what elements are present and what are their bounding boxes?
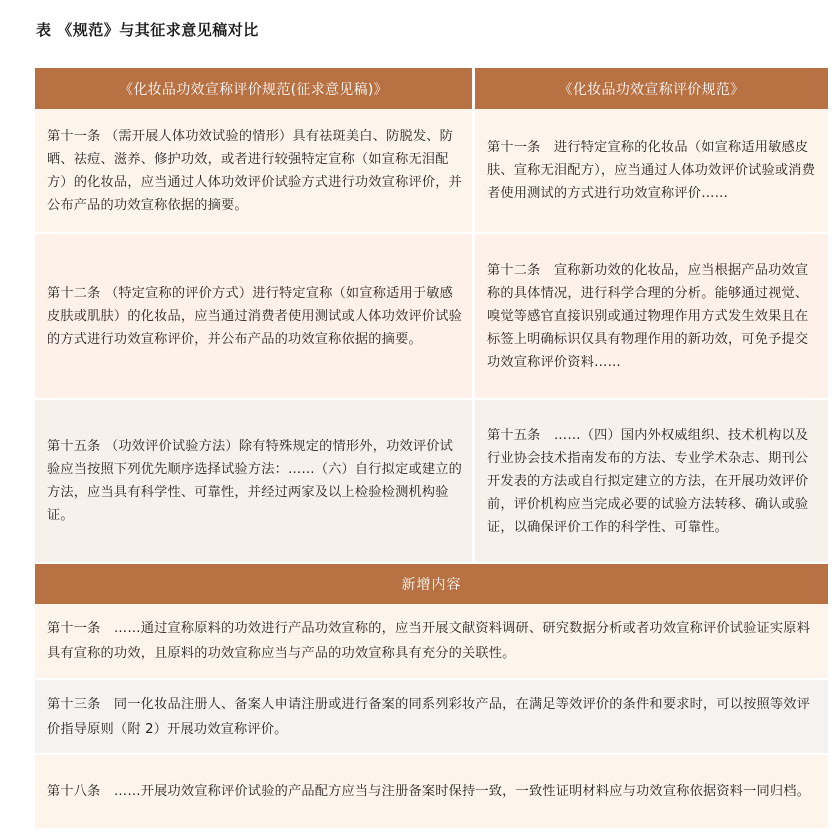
new-content-row: 第十一条 ……通过宣称原料的功效进行产品功效宣称的，应当开展文献资料调研、研究数据分析或者功效宣称评价试验证实原料具有宣称的功效，且原料的功效宣称应当与产品的功效宣称具有充分的关联性。 bbox=[35, 604, 828, 680]
table-caption: 表 《规范》与其征求意见稿对比 bbox=[36, 21, 259, 39]
draft-article-cell: 第十一条 （需开展人体功效试验的情形）具有祛斑美白、防脱发、防晒、祛痘、滋养、修护功效，或者进行较强特定宣称（如宣称无泪配方）的化妆品，应当通过人体功效评价试验方式进行功效宣称评价，并公布产品的功效宣称依据的摘要。 bbox=[47, 128, 463, 213]
final-article-cell: 第十二条 宣称新功效的化妆品，应当根据产品功效宣称的具体情况，进行科学合理的分析。能够通过视觉、嗅觉等感官直接识别或通过物理作用方式发生效果且在标签上明确标识仅具有物理作用的新功效，可免予提交功效宣称评价资料…… bbox=[487, 262, 809, 370]
new-content-row: 第十八条 ……开展功效宣称评价试验的产品配方应当与注册备案时保持一致，一致性证明材料应与功效宣称依据资料一同归档。 bbox=[35, 755, 828, 830]
draft-article-cell: 第十五条 （功效评价试验方法）除有特殊规定的情形外，功效评价试验应当按照下列优先顺序选择试验方法：……（六）自行拟定或建立的方法，应当具有科学性、可靠性，并经过两家及以上检验检测机构验证。 bbox=[47, 439, 463, 523]
table-header-row bbox=[35, 68, 828, 109]
new-content-row: 第十三条 同一化妆品注册人、备案人申请注册或进行备案的同系列彩妆产品，在满足等效评价的条件和要求时，可以按照等效评价指导原则（附 2）开展功效宣称评价。 bbox=[35, 680, 828, 755]
final-article-cell: 第十一条 进行特定宣称的化妆品（如宣称适用敏感皮肤、宣称无泪配方），应当通过人体功效评价试验或消费者使用测试的方式进行功效宣称评价…… bbox=[487, 140, 816, 201]
final-article-cell: 第十五条 ……（四）国内外权威组织、技术机构以及行业协会技术指南发布的方法、专业学术杂志、期刊公开发表的方法或自行拟定建立的方法，在开展功效评价前，评价机构应当完成必要的试验方法转移、确认或验证，以确保评价工作的科学性、可靠性。 bbox=[487, 427, 809, 535]
table-row bbox=[35, 234, 828, 400]
table-row bbox=[35, 400, 828, 564]
draft-article-cell: 第十二条 （特定宣称的评价方式）进行特定宣称（如宣称适用于敏感皮肤或肌肤）的化妆品，应当通过消费者使用测试或人体功效评价试验的方式进行功效宣称评价，并公布产品的功效宣称依据的摘要。 bbox=[47, 285, 463, 347]
comparison-table bbox=[35, 68, 828, 830]
header-final-spec: 《化妆品功效宣称评价规范》 bbox=[558, 81, 745, 98]
header-draft-spec: 《化妆品功效宣称评价规范(征求意见稿)》 bbox=[119, 81, 388, 98]
new-content-header: 新增内容 bbox=[35, 564, 828, 604]
table-row bbox=[35, 109, 828, 234]
